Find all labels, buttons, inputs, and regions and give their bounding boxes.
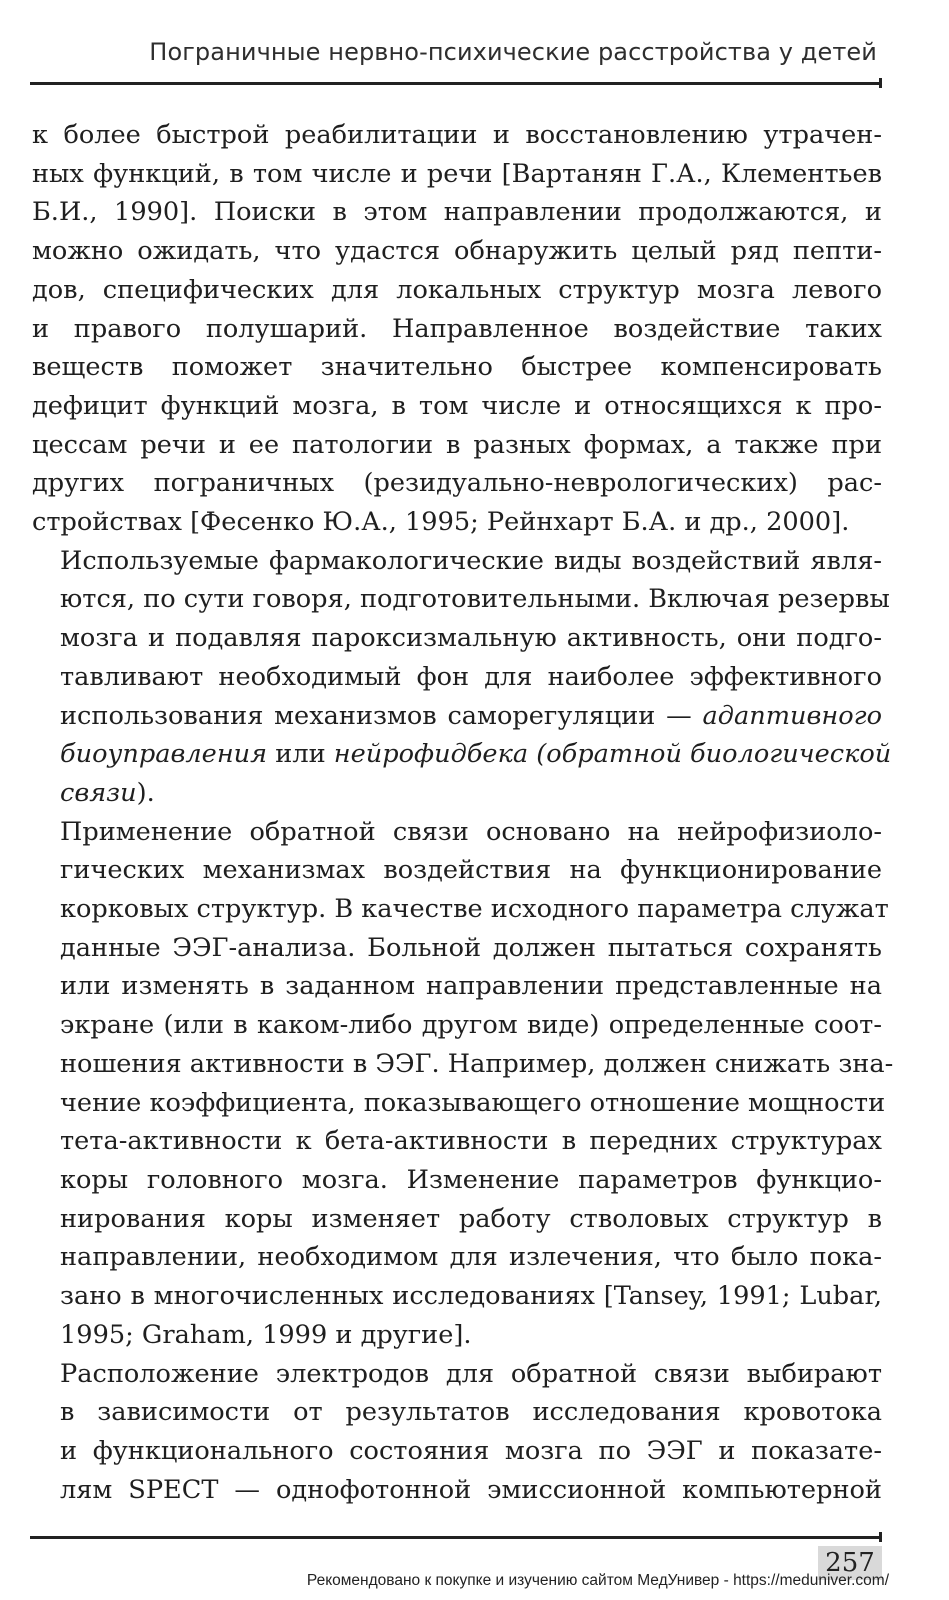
italic-term-biocontrol: биоуправления — [60, 739, 268, 770]
text-line: и правого полушарий. Направленное воздействие таких — [32, 313, 882, 344]
text-line — [32, 697, 882, 736]
text-line: тета-активности к бета-активности в передних структурах — [60, 1126, 882, 1157]
text-line: корковых структур. В качестве исходного параметра служат — [60, 894, 889, 925]
paragraph-1 — [32, 116, 882, 542]
footer-rule — [30, 1536, 880, 1539]
text-line: ношения активности в ЭЭГ. Например, должен снижать зна- — [60, 1048, 894, 1079]
paragraph-3 — [32, 813, 894, 1355]
text-line: Расположение электродов для обратной связи выбирают — [60, 1358, 882, 1389]
text-segment: использования механизмов саморегуляции — — [60, 700, 703, 731]
text-line: к более быстрой реабилитации и восстановлению утрачен- — [32, 120, 882, 150]
text-line: ются, по сути говоря, подготовительными. Включая резервы — [60, 584, 890, 615]
text-line: других пограничных (резидуально-неврологических) рас- — [32, 468, 882, 499]
paragraph-4 — [32, 1355, 882, 1510]
text-line: Б.И., 1990]. Поиски в этом направлении продолжаются, и — [32, 197, 882, 228]
text-line: мозга и подавляя пароксизмальную активность, они подго- — [60, 623, 882, 654]
running-head-title: Пограничные нервно-психические расстройства у детей — [149, 38, 877, 66]
text-line: ных функций, в том числе и речи [Вартанян Г.А., Клементьев — [32, 158, 882, 189]
text-segment: или — [267, 739, 334, 770]
text-line: в зависимости от результатов исследования кровотока — [60, 1397, 882, 1428]
text-line: можно ожидать, что удастся обнаружить целый ряд пепти- — [32, 236, 882, 267]
text-line — [32, 774, 882, 813]
text-line: зано в многочисленных исследованиях [Tansey, 1991; Lubar, — [60, 1281, 882, 1312]
text-line: и функционального состояния мозга по ЭЭГ и показате- — [60, 1435, 882, 1466]
italic-term-adaptive: адаптивного — [702, 700, 882, 731]
body-text — [32, 116, 894, 1509]
text-line: нирования коры изменяет работу стволовых структур в — [60, 1203, 882, 1234]
text-line: чение коэффициента, показывающего отношение мощности — [60, 1087, 886, 1118]
page-number: 257 — [818, 1546, 882, 1580]
text-line: веществ поможет значительно быстрее компенсировать — [32, 352, 882, 383]
text-line: гических механизмах воздействия на функционирование — [60, 855, 882, 886]
text-line — [32, 735, 892, 774]
italic-term-neurofeedback: нейрофидбека — [333, 739, 529, 770]
paragraph-2 — [32, 542, 892, 813]
text-line: направлении, необходимом для излечения, что было пока- — [60, 1242, 882, 1273]
text-line: коры головного мозга. Изменение параметров функцио- — [60, 1164, 882, 1195]
text-line: Используемые фармакологические виды воздействий явля- — [60, 545, 882, 576]
italic-term-link: связи — [60, 777, 137, 808]
italic-term-biofeedback: (обратной биологической — [528, 739, 892, 770]
text-line: данные ЭЭГ-анализа. Больной должен пытаться сохранять — [60, 932, 882, 963]
text-line: Применение обратной связи основано на нейрофизиоло- — [60, 816, 882, 847]
text-line: цессам речи и ее патологии в разных формах, а также при — [32, 429, 882, 460]
text-segment: ). — [136, 777, 155, 808]
text-line: дов, специфических для локальных структур мозга левого — [32, 274, 882, 305]
text-line: 1995; Graham, 1999 и другие]. — [60, 1319, 472, 1350]
text-line: тавливают необходимый фон для наиболее эффективного — [60, 661, 882, 692]
footer-recommendation-note: Рекомендовано к покупке и изучению сайтом МедУнивер - https://meduniver.com/ — [306, 1572, 889, 1589]
header-rule — [30, 82, 880, 85]
text-line: стройствах [Фесенко Ю.А., 1995; Рейнхарт Б.А. и др., 2000]. — [32, 507, 850, 538]
text-line: экране (или в каком-либо другом виде) определенные соот- — [60, 1010, 882, 1041]
text-line: дефицит функций мозга, в том числе и относящихся к про- — [32, 390, 882, 421]
text-line: лям SPECT — однофотонной эмиссионной компьютерной — [60, 1474, 882, 1505]
text-line: или изменять в заданном направлении представленные на — [60, 971, 882, 1002]
